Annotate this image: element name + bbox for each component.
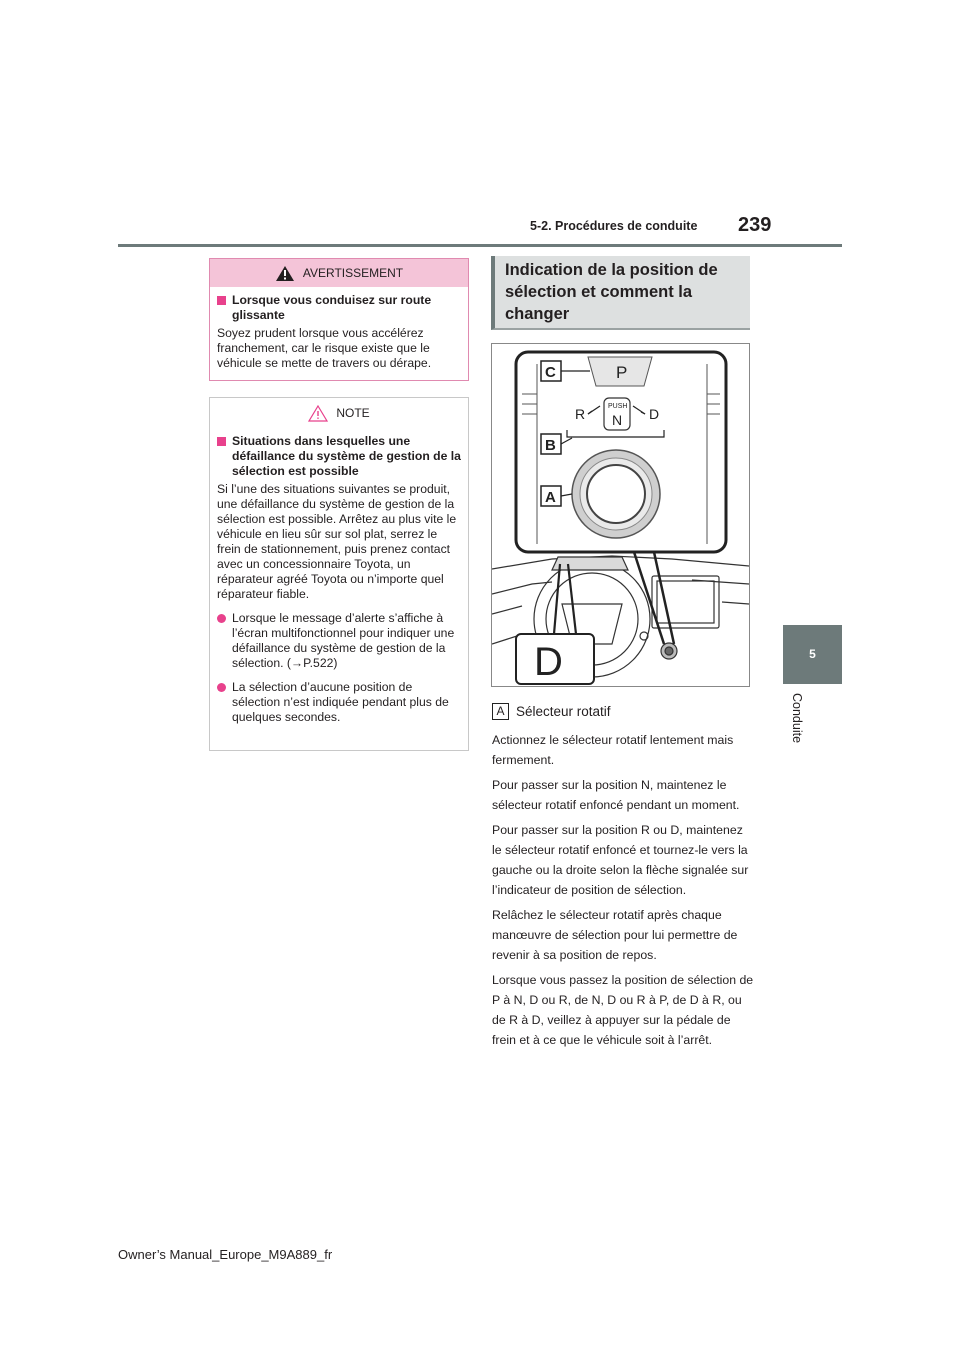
paragraph: Actionnez le sélecteur rotatif lentement mais fermement. — [492, 733, 734, 767]
page-number: 239 — [738, 214, 772, 236]
square-bullet-icon — [217, 296, 226, 305]
circle-bullet-icon — [217, 683, 226, 692]
header-rule — [118, 244, 842, 247]
note-bullet: La sélection d’aucune position de sélection n’est indiquée pendant plus de quelques secondes. — [217, 680, 461, 725]
note-box — [209, 397, 469, 751]
gear-P: P — [616, 363, 628, 382]
section-title: 5-2. Procédures de conduite — [530, 219, 698, 233]
chapter-label: Conduite — [790, 693, 804, 744]
paragraph: Pour passer sur la position N, maintenez le sélecteur rotatif enfoncé pendant un moment. — [492, 778, 740, 812]
circle-bullet-icon — [217, 614, 226, 623]
gear-N: N — [612, 412, 623, 428]
item-A — [492, 703, 611, 720]
shift-selector-figure — [491, 343, 750, 687]
shift-selector-illustration — [492, 344, 749, 686]
section-heading: Indication de la position de sélection et comment la changer — [491, 256, 750, 330]
warning-icon — [275, 265, 295, 282]
warning-box — [209, 258, 469, 381]
push-label: PUSH — [608, 403, 628, 410]
note-bullet: Lorsque le message d’alerte s’affiche à l’écran multifonctionnel pour indiquer une défaillance du système de gestion de la sélection. (→P.522) — [217, 611, 461, 671]
callout-B: B — [545, 437, 556, 454]
note-title: NOTE — [336, 406, 370, 420]
item-A-letter: A — [492, 703, 509, 720]
callout-A: A — [545, 489, 556, 506]
chapter-tab: 5 — [783, 625, 842, 684]
warning-header — [210, 259, 468, 287]
paragraph: Relâchez le sélecteur rotatif après chaque manœuvre de sélection pour lui permettre de revenir à sa position de repos. — [492, 908, 738, 962]
warning-text: Soyez prudent lorsque vous accélérez franchement, car le risque existe que le véhicule se mette de travers ou dérape. — [217, 326, 432, 370]
callout-C: C — [545, 364, 556, 381]
item-A-label: Sélecteur rotatif — [516, 704, 611, 719]
note-header — [210, 398, 468, 428]
paragraph: Pour passer sur la position R ou D, maintenez le sélecteur rotatif enfoncé et tournez-le vers la gauche ou la droite selon la flèche signalée sur l’indicateur de position de sélection. — [492, 823, 749, 897]
footer: Owner’s Manual_Europe_M9A889_fr — [118, 1247, 333, 1262]
warning-title: AVERTISSEMENT — [302, 266, 404, 280]
note-heading: Situations dans lesquelles une défaillance du système de gestion de la sélection est possible — [217, 434, 461, 479]
paragraph: Lorsque vous passez la position de sélection de P à N, D ou R, de N, D ou R à P, de D à R, ou de R à D, veillez à appuyer sur la pédale de frein et à ce que le véhicule soit à l’arrêt. — [492, 973, 754, 1047]
square-bullet-icon — [217, 437, 226, 446]
note-text: Si l’une des situations suivantes se produit, une défaillance du système de gestion de la sélection est possible. Arrêtez au plus vite le véhicule en lieu sûr sur sol plat, serrez le frein de stationnement, puis prenez contact avec un concessionnaire Toyota, un réparateur agréé Toyota ou n’importe quel réparateur fiable. — [217, 482, 457, 601]
gear-D: D — [649, 406, 660, 422]
body-text — [492, 730, 754, 1055]
caution-icon — [308, 405, 328, 422]
big-label-D: D — [534, 640, 563, 684]
warning-heading: Lorsque vous conduisez sur route glissante — [217, 293, 461, 323]
gear-R: R — [575, 406, 586, 422]
